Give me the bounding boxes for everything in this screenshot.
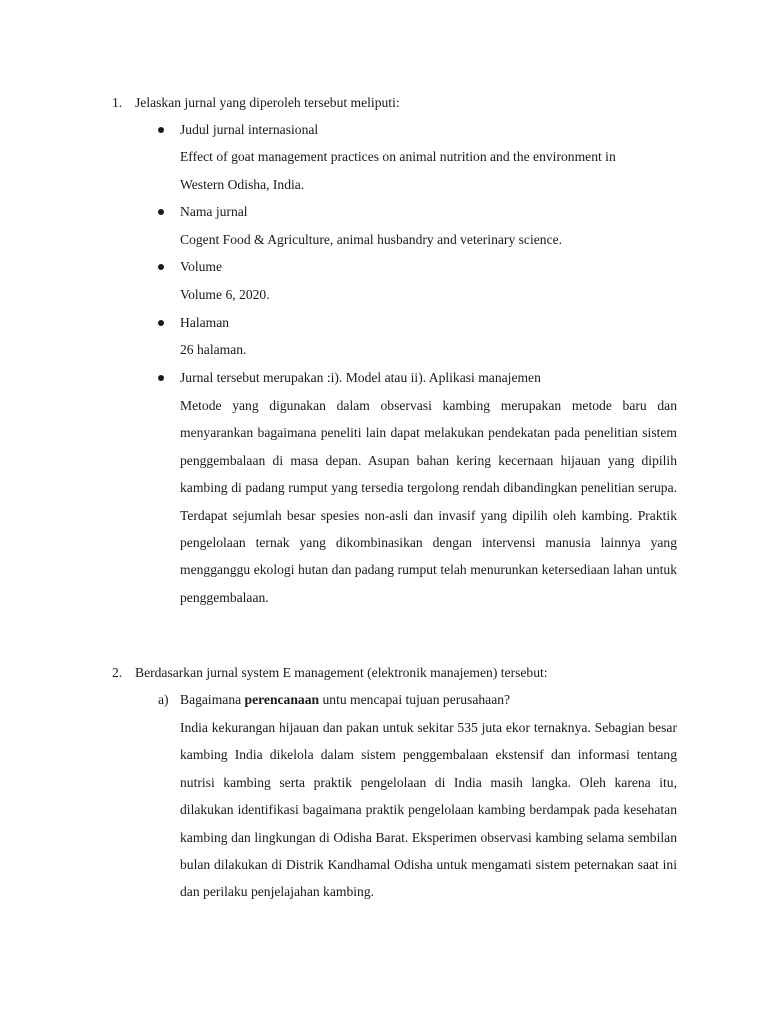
sub-item-a-paragraph: India kekurangan hijauan dan pakan untuk sekitar 535 juta ekor ternaknya. Sebagian besar kambing India dikelola dalam sistem penggembalaan ekstensif dan informasi tentang nutrisi kambing serta praktik pengelolaan di India masih langka. Oleh karena itu, dilakukan identifikasi bagaimana praktik pengelolaan kambing berdampak pada kesehatan kambing dan lingkungan di Odisha Barat. Eksperimen observasi kambing selama sembilan bulan dilakukan di Distrik Kandhamal Odisha untuk mengamati sistem peternakan saat ini dan perilaku penjelajahan kambing.	[180, 720, 677, 900]
section-2-number: 2.	[112, 665, 123, 680]
sub-item-a-title-prefix: Bagaimana	[180, 692, 245, 707]
item-jenis-paragraph: Metode yang digunakan dalam observasi kambing merupakan metode baru dan menyarankan bagaimana peneliti lain dapat melakukan pendekatan pada penelitian sistem penggembalaan di masa depan. Asupan bahan kering kecernaan hijauan yang dipilih kambing di padang rumput yang tersedia tergolong rendah dibandingkan penelitian serupa. Terdapat sejumlah besar spesies non-asli dan invasif yang dipilih oleh kambing. Praktik pengelolaan ternak yang dikombinasikan dengan intervensi manusia lainnya yang mengganggu ekologi hutan dan padang rumput telah menurunkan ketersediaan lahan untuk penggembalaan.	[180, 398, 677, 605]
item-halaman-line-1: 26 halaman.	[180, 342, 247, 357]
bullet-icon	[158, 375, 164, 381]
bullet-icon	[158, 127, 164, 133]
item-judul-line-2: Western Odisha, India.	[180, 177, 305, 192]
bullet-icon	[158, 209, 164, 215]
section-1-heading: Jelaskan jurnal yang diperoleh tersebut meliputi:	[135, 95, 400, 110]
section-1-number: 1.	[112, 95, 123, 110]
sub-item-a-title-suffix: untu mencapai tujuan perusahaan?	[319, 692, 511, 707]
sub-item-a-title-bold: perencanaan	[244, 692, 320, 707]
item-volume-title: Volume	[180, 259, 223, 274]
item-jenis-title: Jurnal tersebut merupakan :i). Model atau ii). Aplikasi manajemen	[180, 370, 541, 385]
bullet-icon	[158, 264, 164, 270]
section-2-heading: Berdasarkan jurnal system E management (elektronik manajemen) tersebut:	[135, 665, 548, 680]
item-halaman-title: Halaman	[180, 315, 230, 330]
item-judul-line-1: Effect of goat management practices on animal nutrition and the environment in	[180, 149, 616, 164]
sub-item-a-title	[180, 691, 510, 709]
item-nama-line-1: Cogent Food & Agriculture, animal husbandry and veterinary science.	[180, 232, 563, 247]
item-volume-line-1: Volume 6, 2020.	[180, 287, 270, 302]
bullet-icon	[158, 320, 164, 326]
sub-item-a-label: a)	[158, 692, 169, 707]
item-nama-title: Nama jurnal	[180, 204, 248, 219]
item-judul-title: Judul jurnal internasional	[180, 122, 319, 137]
